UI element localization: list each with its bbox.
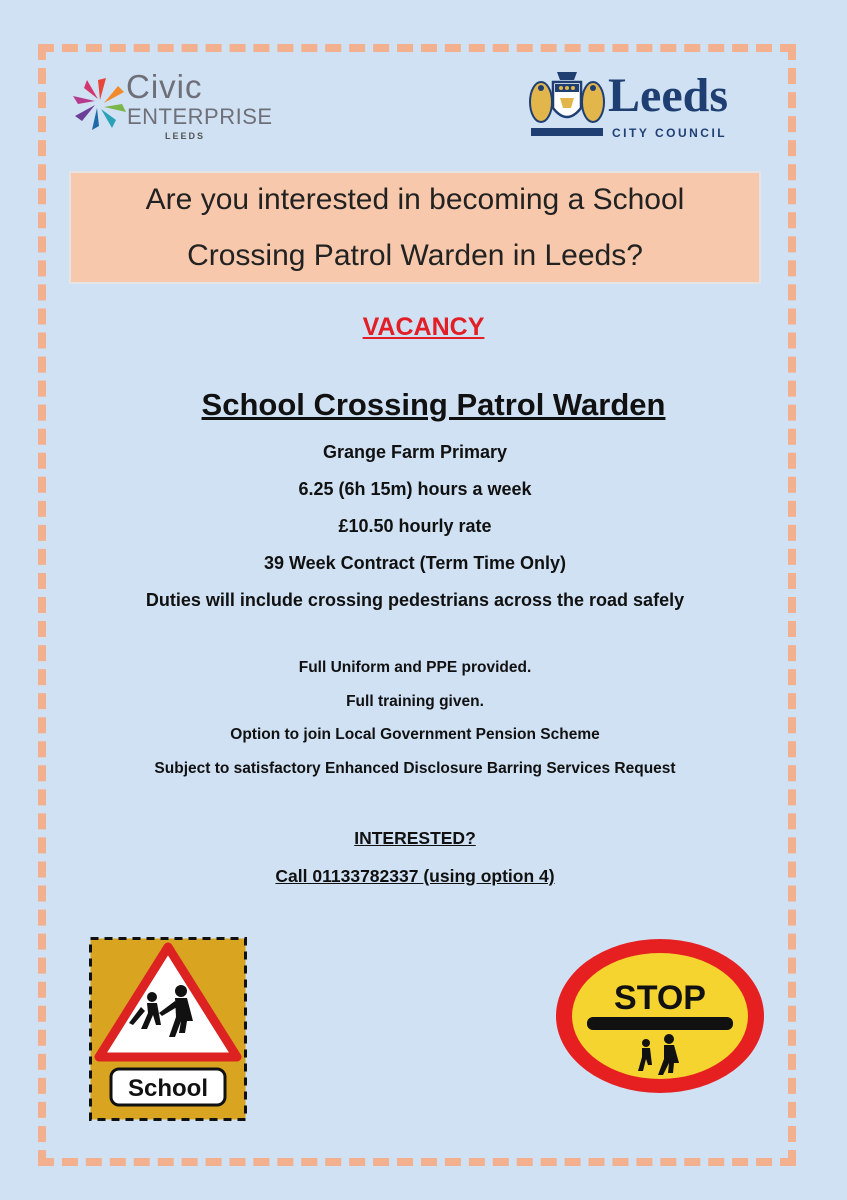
- question-banner: [69, 171, 761, 284]
- stop-sign-label: STOP: [614, 979, 706, 1017]
- job-details: [0, 438, 830, 623]
- civic-enterprise-logo: [70, 66, 130, 146]
- vacancy-heading: VACANCY: [362, 313, 485, 341]
- interested-heading: INTERESTED?: [354, 828, 476, 848]
- perk-uniform: Full Uniform and PPE provided.: [298, 659, 532, 676]
- detail-rate: £10.50 hourly rate: [338, 516, 492, 536]
- job-title: School Crossing Patrol Warden: [201, 387, 666, 422]
- school-warning-sign-icon: [89, 937, 247, 1121]
- perk-pension: Option to join Local Government Pension Scheme: [230, 726, 600, 743]
- question-text: Are you interested in becoming a School Crossing Patrol Warden in Leeds?: [145, 182, 685, 272]
- detail-hours: 6.25 (6h 15m) hours a week: [298, 479, 532, 499]
- perk-training: Full training given.: [346, 692, 484, 710]
- civic-logo-text: Civic: [126, 68, 203, 105]
- detail-location: Grange Farm Primary: [322, 442, 508, 462]
- phone-number: Call 01133782337 (using option 4): [275, 866, 555, 886]
- school-sign-label: School: [127, 1075, 209, 1102]
- civic-logo-leeds: LEEDS: [165, 131, 206, 141]
- leeds-logo-text: Leeds: [608, 69, 728, 122]
- leeds-crest-icon: [527, 68, 607, 140]
- civic-logo-enterprise: ENTERPRISE: [127, 104, 273, 129]
- leeds-logo-subtitle: CITY COUNCIL: [612, 126, 728, 140]
- detail-contract: 39 Week Contract (Term Time Only): [263, 553, 567, 573]
- stop-lollipop-sign-icon: [553, 937, 767, 1095]
- detail-duties: Duties will include crossing pedestrians across the road safely: [145, 590, 685, 610]
- call-to-action: [0, 826, 830, 902]
- job-perks: [0, 656, 830, 790]
- perk-dbs: Subject to satisfactory Enhanced Disclosure Barring Services Request: [154, 759, 676, 777]
